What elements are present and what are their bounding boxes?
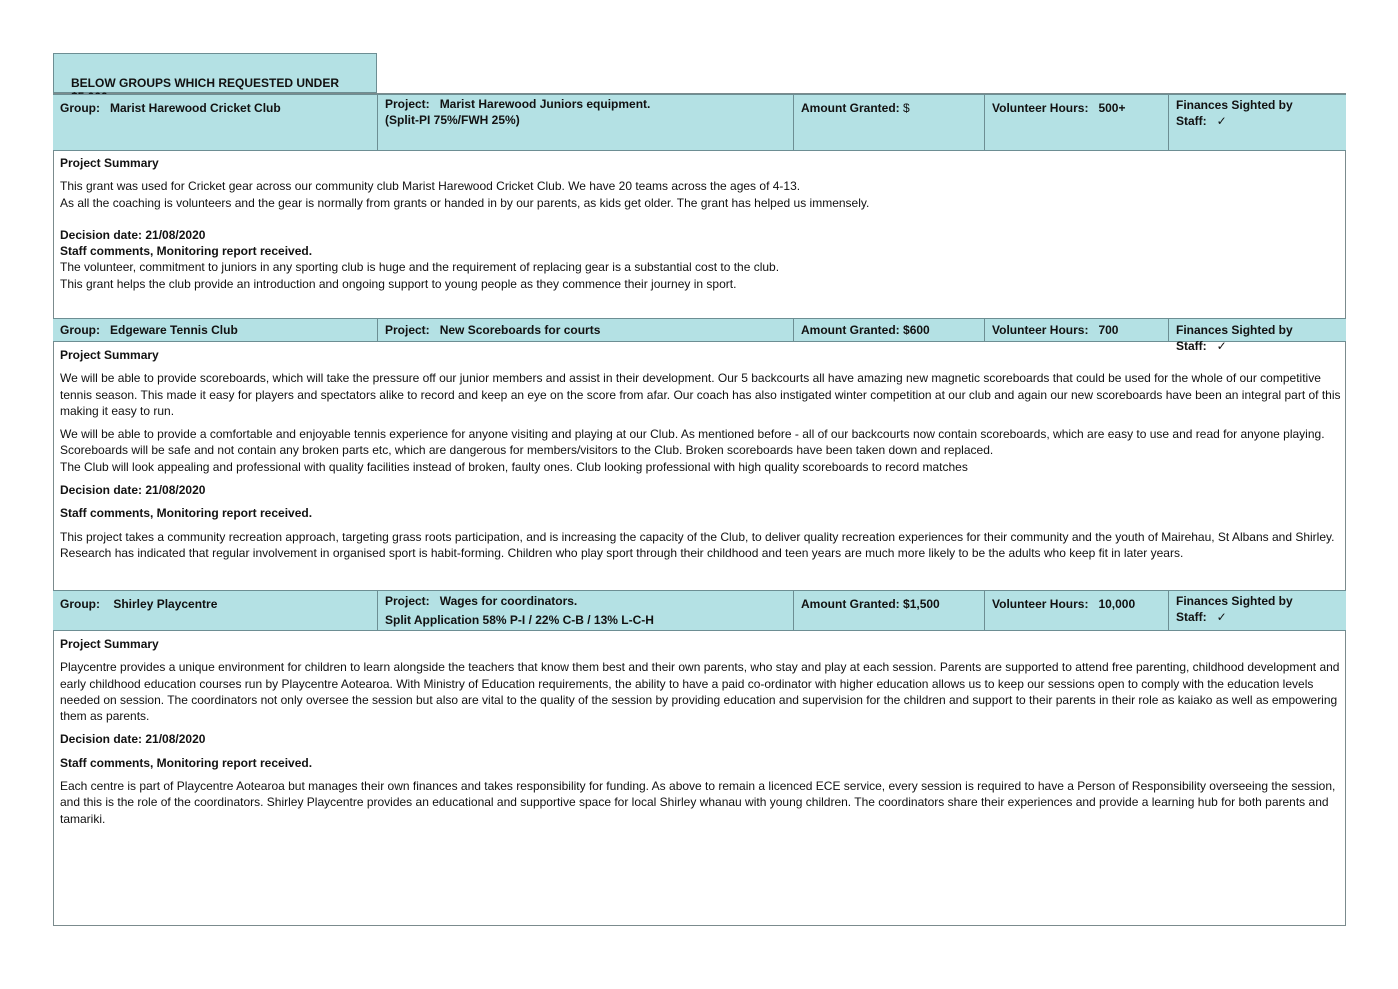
- decision-date: Decision date: 21/08/2020: [60, 732, 206, 747]
- check-icon: ✓: [1216, 114, 1227, 128]
- project-name: Wages for coordinators.: [439, 594, 578, 608]
- amount-label: Amount Granted:: [801, 597, 900, 611]
- project-split: Split Application 58% P-I / 22% C-B / 13% L-C-H: [385, 613, 654, 627]
- volunteer-value: 500+: [1098, 101, 1126, 115]
- project-label: Project:: [385, 97, 430, 111]
- summary-paragraph: We will be able to provide scoreboards, which will take the pressure off our junior members and assist in their development. Our 5 backcourts all have amazing new magnetic scoreboards that could be used for the whole of our competitive tennis season. This made it easy for players and spectators alike to record and keep an eye on the score from afar. Our coach has also instigated winter competition at our club and again our new scoreboards have been an integral part of this making it easy to run.: [60, 371, 1341, 418]
- summary-paragraph: Playcentre provides a unique environment for children to learn alongside the teachers that know them best and their own parents, who stay and play at each session. Parents are supported to attend free parenting, childhood development and early childhood education courses run by Playcentre Aotearoa. With Ministry of Education requirements, the ability to have a paid co-ordinator with higher education allows us to keep our sessions open to comply with the education levels needed on session. The coordinators not only oversee the session but also are vital to the quality of the session by providing education and supervision for the children and support to their parents in their role as kaiako as well as empowering them as parents.: [60, 660, 1340, 724]
- check-icon: ✓: [1216, 610, 1227, 624]
- section-banner: [53, 53, 377, 93]
- staff-comment: This project takes a community recreation approach, targeting grass roots participation, and is increasing the capacity of the Club, to deliver quality recreation experiences for their community and the youth of Mairehau, St Albans and Shirley. Research has indicated that regular involvement in organised sport is habit-forming. Children who play sport through their childhood and teen years are much more likely to be the adults who keep fit in later years.: [60, 529, 1335, 560]
- summary-paragraph: The Club will look appealing and professional with quality facilities instead of broken, faulty ones. Club looking professional with high quality scoreboards to record matches: [60, 459, 968, 474]
- volunteer-cell: [985, 319, 1169, 341]
- amount-cell: [794, 591, 985, 630]
- finances-label: Finances Sighted by Staff:: [1176, 98, 1293, 128]
- volunteer-label: Volunteer Hours:: [992, 101, 1089, 115]
- staff-comment-line: The volunteer, commitment to juniors in any sporting club is huge and the requirement of replacing gear is a substantial cost to the club.: [60, 260, 780, 275]
- finances-label: Finances Sighted by Staff:: [1176, 323, 1293, 353]
- volunteer-cell: [985, 591, 1169, 630]
- finances-cell: [1169, 591, 1346, 630]
- group-label: Group:: [60, 101, 100, 115]
- summary-heading: Project Summary: [60, 156, 159, 170]
- project-label: Project:: [385, 594, 430, 608]
- finances-cell: [1169, 95, 1346, 150]
- summary-line: As all the coaching is volunteers and the gear is normally from grants or handed in by our parents, as kids get older. The grant has helped us immensely.: [60, 195, 870, 210]
- volunteer-value: 10,000: [1098, 597, 1136, 611]
- volunteer-value: 700: [1098, 323, 1119, 337]
- project-cell: [378, 95, 794, 150]
- volunteer-label: Volunteer Hours:: [992, 323, 1089, 337]
- group-label: Group:: [60, 597, 100, 611]
- project-name: New Scoreboards for courts: [439, 323, 601, 337]
- check-icon: ✓: [1216, 339, 1227, 353]
- group-cell: [53, 95, 378, 150]
- project-cell: [378, 591, 794, 630]
- group-name: Shirley Playcentre: [113, 597, 218, 611]
- summary-heading: Project Summary: [60, 637, 159, 651]
- project-name: Marist Harewood Juniors equipment.: [439, 97, 651, 111]
- staff-heading: Staff comments, Monitoring report received.: [60, 755, 313, 770]
- amount-value: $600: [903, 323, 930, 337]
- volunteer-cell: [985, 95, 1169, 150]
- group-cell: [53, 319, 378, 341]
- finances-cell: [1169, 319, 1346, 353]
- amount-value: $1,500: [903, 597, 940, 611]
- decision-date: Decision date: 21/08/2020: [60, 227, 206, 242]
- entry-body: [60, 636, 1342, 827]
- decision-date: Decision date: 21/08/2020: [60, 483, 206, 498]
- entry-header-row: [53, 590, 1346, 631]
- finances-label: Finances Sighted by Staff:: [1176, 594, 1293, 624]
- group-name: Edgeware Tennis Club: [110, 323, 238, 337]
- volunteer-label: Volunteer Hours:: [992, 597, 1089, 611]
- amount-cell: [794, 95, 985, 150]
- entry-header-row: [53, 94, 1346, 151]
- entry-body: [60, 155, 1342, 292]
- staff-heading: Staff comments, Monitoring report received.: [60, 244, 313, 259]
- amount-cell: [794, 319, 985, 341]
- project-label: Project:: [385, 323, 430, 337]
- entry-header-row: [53, 318, 1346, 353]
- amount-label: Amount Granted:: [801, 101, 900, 115]
- staff-heading: Staff comments, Monitoring report received.: [60, 506, 313, 521]
- staff-comment-line: This grant helps the club provide an introduction and ongoing support to young people as they commence their journey in sport.: [60, 276, 737, 291]
- summary-heading: Project Summary: [60, 348, 159, 362]
- group-label: Group:: [60, 323, 100, 337]
- group-cell: [53, 591, 378, 630]
- project-split: (Split-PI 75%/FWH 25%): [385, 113, 520, 127]
- project-cell: [378, 319, 794, 341]
- section-banner-text: BELOW GROUPS WHICH REQUESTED UNDER: [71, 76, 340, 90]
- entry-body: [60, 347, 1342, 561]
- amount-label: Amount Granted:: [801, 323, 900, 337]
- staff-comment: Each centre is part of Playcentre Aotearoa but manages their own finances and takes responsibility for funding. As above to remain a licenced ECE service, every session is required to have a Person of Responsibility overseeing the session, and this is the role of the coordinators. Shirley Playcentre provides an educational and supportive space for local Shirley whanau with young children. The coordinators share their experiences and provide a learning hub for both parents and tamariki.: [60, 779, 1336, 826]
- amount-value: $: [903, 101, 910, 115]
- summary-line: This grant was used for Cricket gear across our community club Marist Harewood Cricket Club. We have 20 teams across the ages of 4-13.: [60, 179, 801, 194]
- summary-paragraph: We will be able to provide a comfortable and enjoyable tennis experience for anyone visiting and playing at our Club. As mentioned before - all of our backcourts now contain scoreboards, which are easy to use and read for anyone playing. Scoreboards will be safe and not contain any broken parts etc, which are dangerous for members/visitors to the Club. Broken scoreboards have been taken down and replaced.: [60, 427, 1325, 458]
- group-name: Marist Harewood Cricket Club: [110, 101, 281, 115]
